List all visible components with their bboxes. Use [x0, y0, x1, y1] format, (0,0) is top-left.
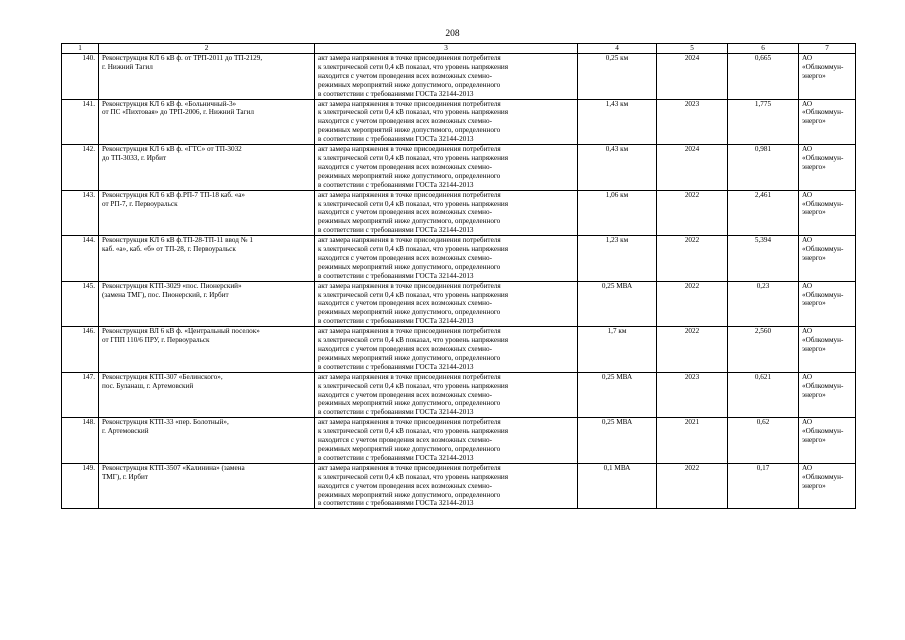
project-cost: 2,461 — [728, 190, 799, 236]
project-year: 2022 — [657, 236, 728, 282]
project-size: 0,25 МВА — [578, 372, 657, 418]
project-year: 2022 — [657, 327, 728, 373]
project-size: 1,23 км — [578, 236, 657, 282]
project-name: Реконструкция КЛ 6 кВ ф. от ТРП-2011 до ТП-2129, г. Нижний Тагил — [99, 54, 315, 100]
column-number-header: 7 — [799, 44, 856, 54]
project-name: Реконструкция КЛ 6 кВ ф.РП-7 ТП-18 каб. «а» от РП-7, г. Первоуральск — [99, 190, 315, 236]
table-row — [62, 236, 856, 282]
project-cost: 5,394 — [728, 236, 799, 282]
row-number: 142. — [62, 145, 99, 191]
row-number: 149. — [62, 463, 99, 509]
row-number: 148. — [62, 418, 99, 464]
organization: АО «Облкоммун- энерго» — [799, 145, 856, 191]
organization: АО «Облкоммун- энерго» — [799, 236, 856, 282]
document-table — [61, 43, 856, 509]
project-cost: 0,62 — [728, 418, 799, 464]
project-size: 0,25 МВА — [578, 281, 657, 327]
project-name: Реконструкция КТП-33 «пер. Болотный», г. Артемовский — [99, 418, 315, 464]
column-number-header: 4 — [578, 44, 657, 54]
organization: АО «Облкоммун- энерго» — [799, 418, 856, 464]
row-number: 145. — [62, 281, 99, 327]
project-name: Реконструкция КЛ 6 кВ ф. «ГТС» от ТП-3032 до ТП-3033, г. Ирбит — [99, 145, 315, 191]
table-row — [62, 54, 856, 100]
project-basis: акт замера напряжения в точке присоединения потребителя к электрической сети 0,4 кВ показал, что уровень напряжения находится с учетом проведения всех возможных схемно- режимных мероприятий ниже допустимого, определенного в соответствии с требованиями ГОСТа 32144-2013 — [315, 281, 578, 327]
organization: АО «Облкоммун- энерго» — [799, 190, 856, 236]
table-row — [62, 190, 856, 236]
project-basis: акт замера напряжения в точке присоединения потребителя к электрической сети 0,4 кВ показал, что уровень напряжения находится с учетом проведения всех возможных схемно- режимных мероприятий ниже допустимого, определенного в соответствии с требованиями ГОСТа 32144-2013 — [315, 54, 578, 100]
project-cost: 0,23 — [728, 281, 799, 327]
project-cost: 0,981 — [728, 145, 799, 191]
table-row — [62, 327, 856, 373]
organization: АО «Облкоммун- энерго» — [799, 54, 856, 100]
table-row — [62, 145, 856, 191]
organization: АО «Облкоммун- энерго» — [799, 327, 856, 373]
project-basis: акт замера напряжения в точке присоединения потребителя к электрической сети 0,4 кВ показал, что уровень напряжения находится с учетом проведения всех возможных схемно- режимных мероприятий ниже допустимого, определенного в соответствии с требованиями ГОСТа 32144-2013 — [315, 145, 578, 191]
project-year: 2021 — [657, 418, 728, 464]
table-row — [62, 463, 856, 509]
column-number-header: 5 — [657, 44, 728, 54]
project-cost: 1,775 — [728, 99, 799, 145]
project-year: 2023 — [657, 99, 728, 145]
project-name: Реконструкция КТП-3029 «пос. Пионерский» (замена ТМГ), пос. Пионерский, г. Ирбит — [99, 281, 315, 327]
column-number-header: 2 — [99, 44, 315, 54]
project-name: Реконструкция КЛ 6 кВ ф.ТП-28-ТП-11 ввод № 1 каб. «а», каб. «б» от ТП-28, г. Первоуральск — [99, 236, 315, 282]
project-size: 1,06 км — [578, 190, 657, 236]
row-number: 147. — [62, 372, 99, 418]
column-number-row — [62, 44, 856, 54]
project-size: 0,43 км — [578, 145, 657, 191]
project-cost: 0,17 — [728, 463, 799, 509]
row-number: 140. — [62, 54, 99, 100]
project-basis: акт замера напряжения в точке присоединения потребителя к электрической сети 0,4 кВ показал, что уровень напряжения находится с учетом проведения всех возможных схемно- режимных мероприятий ниже допустимого, определенного в соответствии с требованиями ГОСТа 32144-2013 — [315, 327, 578, 373]
organization: АО «Облкоммун- энерго» — [799, 99, 856, 145]
project-basis: акт замера напряжения в точке присоединения потребителя к электрической сети 0,4 кВ показал, что уровень напряжения находится с учетом проведения всех возможных схемно- режимных мероприятий ниже допустимого, определенного в соответствии с требованиями ГОСТа 32144-2013 — [315, 99, 578, 145]
project-size: 1,7 км — [578, 327, 657, 373]
project-year: 2024 — [657, 145, 728, 191]
column-number-header: 1 — [62, 44, 99, 54]
project-size: 0,25 км — [578, 54, 657, 100]
row-number: 144. — [62, 236, 99, 282]
project-year: 2022 — [657, 281, 728, 327]
project-basis: акт замера напряжения в точке присоединения потребителя к электрической сети 0,4 кВ показал, что уровень напряжения находится с учетом проведения всех возможных схемно- режимных мероприятий ниже допустимого, определенного в соответствии с требованиями ГОСТа 32144-2013 — [315, 372, 578, 418]
project-year: 2022 — [657, 190, 728, 236]
project-basis: акт замера напряжения в точке присоединения потребителя к электрической сети 0,4 кВ показал, что уровень напряжения находится с учетом проведения всех возможных схемно- режимных мероприятий ниже допустимого, определенного в соответствии с требованиями ГОСТа 32144-2013 — [315, 418, 578, 464]
project-year: 2024 — [657, 54, 728, 100]
project-name: Реконструкция КТП-3507 «Калинина» (замена ТМГ), г. Ирбит — [99, 463, 315, 509]
table-row — [62, 99, 856, 145]
project-size: 1,43 км — [578, 99, 657, 145]
project-cost: 0,621 — [728, 372, 799, 418]
project-name: Реконструкция ВЛ 6 кВ ф. «Центральный поселок» от ГПП 110/6 ПРУ, г. Первоуральск — [99, 327, 315, 373]
organization: АО «Облкоммун- энерго» — [799, 463, 856, 509]
column-number-header: 3 — [315, 44, 578, 54]
project-size: 0,25 МВА — [578, 418, 657, 464]
project-year: 2022 — [657, 463, 728, 509]
project-year: 2023 — [657, 372, 728, 418]
column-number-header: 6 — [728, 44, 799, 54]
project-name: Реконструкция КТП-307 «Белинского», пос. Буланаш, г. Артемовский — [99, 372, 315, 418]
row-number: 146. — [62, 327, 99, 373]
project-cost: 2,560 — [728, 327, 799, 373]
organization: АО «Облкоммун- энерго» — [799, 281, 856, 327]
project-cost: 0,665 — [728, 54, 799, 100]
table-row — [62, 372, 856, 418]
table-row — [62, 418, 856, 464]
project-size: 0,1 МВА — [578, 463, 657, 509]
row-number: 141. — [62, 99, 99, 145]
page-number: 208 — [445, 29, 460, 39]
table-row — [62, 281, 856, 327]
project-basis: акт замера напряжения в точке присоединения потребителя к электрической сети 0,4 кВ показал, что уровень напряжения находится с учетом проведения всех возможных схемно- режимных мероприятий ниже допустимого, определенного в соответствии с требованиями ГОСТа 32144-2013 — [315, 236, 578, 282]
row-number: 143. — [62, 190, 99, 236]
project-basis: акт замера напряжения в точке присоединения потребителя к электрической сети 0,4 кВ показал, что уровень напряжения находится с учетом проведения всех возможных схемно- режимных мероприятий ниже допустимого, определенного в соответствии с требованиями ГОСТа 32144-2013 — [315, 463, 578, 509]
project-name: Реконструкция КЛ 6 кВ ф. «Больничный-3» от ПС «Пихтовая» до ТРП-2006, г. Нижний Тагил — [99, 99, 315, 145]
project-basis: акт замера напряжения в точке присоединения потребителя к электрической сети 0,4 кВ показал, что уровень напряжения находится с учетом проведения всех возможных схемно- режимных мероприятий ниже допустимого, определенного в соответствии с требованиями ГОСТа 32144-2013 — [315, 190, 578, 236]
organization: АО «Облкоммун- энерго» — [799, 372, 856, 418]
